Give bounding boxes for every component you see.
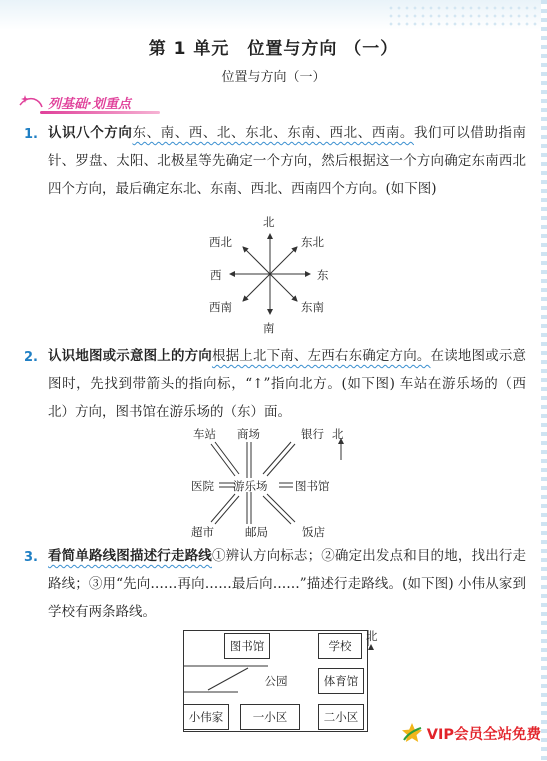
item-3-paragraph — [48, 542, 526, 626]
map3-gym: 体育馆 — [318, 668, 364, 694]
compass-west: 西 — [210, 268, 222, 282]
item-number-2: 2. — [24, 350, 38, 365]
section-label-text: 列基础·划重点 — [48, 96, 131, 112]
item-2-keyword: 认识地图或示意图上的方向 — [48, 348, 212, 364]
page-subtitle: 位置与方向（一） — [221, 70, 326, 85]
vip-badge-text: VIP会员全站免费 — [426, 726, 541, 743]
map2-north: 商场 — [237, 427, 260, 441]
map2-north-marker: 北 — [332, 427, 344, 441]
map3-library: 图书馆 — [224, 633, 270, 659]
map3-school: 学校 — [318, 633, 362, 659]
map3-home: 小伟家 — [183, 704, 229, 730]
item-number-1: 1. — [24, 127, 38, 142]
map2-center: 游乐场 — [233, 479, 268, 493]
item-2-text: 在读地图或示意图时，先找到带箭头的指向标，“↑”指向北方。(如下图) 车站在游乐场的（西北）方向，图书馆在游乐场的（东）面。 — [48, 348, 527, 420]
park-map — [185, 424, 360, 544]
page-title: 第 1 单元 位置与方向 （一） — [148, 39, 399, 59]
compass-southeast: 东南 — [301, 300, 324, 314]
map2-south: 邮局 — [245, 525, 268, 539]
map2-east: 图书馆 — [295, 479, 330, 493]
section-label — [18, 92, 131, 112]
item-1-keyword: 认识八个方向 — [48, 125, 133, 141]
item-number-3: 3. — [24, 550, 38, 565]
map2-southeast: 饭店 — [302, 525, 325, 539]
decorative-dots — [387, 4, 537, 26]
compass-south: 南 — [263, 321, 275, 335]
compass-northwest: 西北 — [209, 235, 232, 249]
map2-west: 医院 — [191, 479, 214, 493]
item-3-keyword: 看简单路线图描述行走路线 — [48, 548, 212, 564]
sparkle-icon — [18, 93, 44, 111]
compass-north: 北 — [263, 215, 275, 229]
item-1-paragraph — [48, 119, 526, 203]
map3-school1: 一小区 — [240, 704, 300, 730]
section-underline — [40, 111, 160, 114]
item-1-highlight: 东、南、西、北、东北、东南、西北、西南。 — [132, 125, 414, 141]
item-1-text: 我们可以借助指南针、罗盘、太阳、北极星等先确定一个方向，然后根据这一个方向确定东南西北四个方向，最后确定东北、东南、西北、西南四个方向。(如下图) — [48, 125, 527, 197]
compass-southwest: 西南 — [209, 300, 232, 314]
route-map — [178, 628, 378, 732]
star-icon — [401, 722, 423, 744]
item-2-paragraph — [48, 342, 526, 426]
map2-northwest: 车站 — [193, 427, 216, 441]
vip-badge[interactable] — [401, 722, 541, 744]
item-2-highlight: 根据上北下南、左西右东确定方向。 — [211, 348, 431, 364]
map3-park: 公园 — [254, 668, 298, 694]
compass-diagram — [205, 214, 340, 338]
map2-northeast: 银行 — [301, 427, 324, 441]
map3-north-marker: 北 — [366, 629, 378, 643]
compass-east: 东 — [317, 268, 329, 282]
compass-northeast: 东北 — [301, 235, 324, 249]
side-stripe — [541, 0, 547, 761]
item-3-text: ①辨认方向标志；②确定出发点和目的地，找出行走路线；③用“先向……再向……最后向……”描述行走路线。(如下图) 小伟从家到学校有两条路线。 — [48, 548, 527, 620]
map2-southwest: 超市 — [191, 525, 214, 539]
map3-school2: 二小区 — [318, 704, 364, 730]
